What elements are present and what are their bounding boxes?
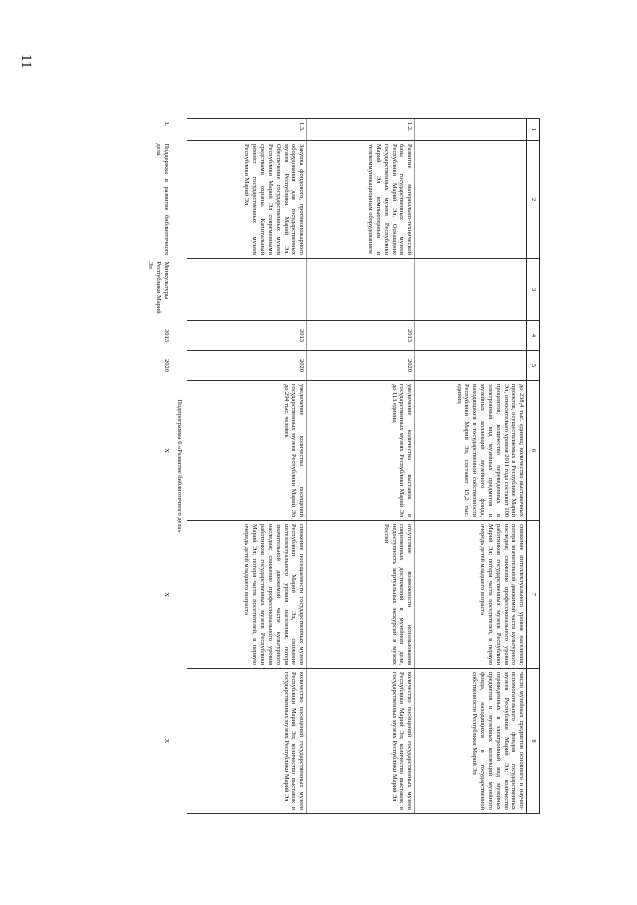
table-row (131, 119, 171, 814)
cell-start: 2013 (187, 321, 307, 351)
cell-end: 2020 (187, 351, 307, 381)
page-number: 11 (18, 54, 34, 69)
cell-executor: Минкультуры Республики Марий Эл (147, 261, 170, 314)
cell-expected-result: увеличение количества выставок в государственных музеях Республики Марий Эл до 113 единиц (307, 381, 415, 521)
cell-indicators: количество посещений государственных музеев Республики Марий Эл; количество выставок в государственных музеях Республики Марий Эл (307, 669, 415, 814)
table-row (187, 119, 307, 814)
cell-expected-result: увеличение количества посещений государственных музеев Республики Марий Эл до 294 тыс. человек (187, 381, 307, 521)
col-1-header: 1 (527, 119, 540, 141)
cell-start (415, 321, 527, 351)
cell-end: 2020 (307, 351, 415, 381)
cell-consequences: X (162, 592, 170, 597)
subprogram-row (171, 119, 187, 814)
cell-executor (415, 259, 527, 321)
cell-indicators: количество посещений государственных музеев Республики Марий Эл; количество выставок в государственных музеях Республики Марий Эл (187, 669, 307, 814)
header-row (527, 119, 540, 814)
cell-number (415, 119, 527, 141)
cell-indicators: число музейных предметов основного и научно-вспомогательного фондов государственных музеев Республики Марий Эл; количество переведенных в электронный вид музейных предметов и музейных коллекций музейного фонда, находящихся в государственной собственности Республики Марий Эл (415, 669, 527, 814)
cell-consequences: снижение интеллектуального уровня населения; потеря значительной движимой части культурного наследия; снижение профессионального уровня работников государственных музеев Республики Марий Эл; потеря части посетителей, в первую очередь детей младшего возраста (415, 521, 527, 669)
col-3-header: 3 (527, 259, 540, 321)
cell-activity: Закупка фондового, противопожарного оборудования для государственных музеев Республики Марий Эл. Обеспечение государственных музеев Республики Марий Эл современными средствами охраны. Капитальный ремонт государственных музеев Республики Марий Эл (187, 141, 307, 259)
cell-executor (187, 259, 307, 321)
cell-expected-result: до 238,4 тыс. единиц; количество выставочных проектов, осуществляемых в Республике Марий Эл, относительно уровня 2011 года составит 100 процентов; количество переведенных в электронный вид музейных предметов и музейных коллекций музейного фонда, находящихся в государственной собственности Республики Марий Эл, составит 15,2 тыс. единиц (415, 381, 527, 521)
cell-start: 2013 (307, 321, 415, 351)
cell-end (415, 351, 527, 381)
program-table (131, 118, 540, 814)
cell-activity: Развитие материально-технической базы государственных музеев Республики Марий Эл. Оснащение государственных музеев Республики Марий Эл компьютерным и телекоммуникационным оборудованием (307, 141, 415, 259)
table-row (415, 119, 527, 814)
rotated-table-container (110, 118, 540, 813)
cell-activity (415, 141, 527, 259)
col-6-header: 6 (527, 381, 540, 521)
cell-number: 1.3. (187, 119, 307, 141)
cell-number: 1. (162, 121, 170, 127)
cell-executor (307, 259, 415, 321)
cell-end: 2020 (162, 359, 170, 372)
cell-activity: Поддержка и развитие библиотечного дела (155, 143, 170, 256)
col-2-header: 2 (527, 141, 540, 259)
cell-consequences: отсутствие возможности использования современных достижений в музейном деле, недоступность виртуальных экскурсий в музеях России (307, 521, 415, 669)
col-8-header: 8 (527, 669, 540, 814)
cell-number: 1.2. (307, 119, 415, 141)
cell-consequences: снижение посещаемости государственных музеев Республики Марий Эл, снижение интеллектуального уровня населения; потеря значительной движимой части культурного наследия; снижение профессионального уровня работников государственных музеев Республики Марий Эл; потеря части посетителей, в первую очередь детей младшего возраста (187, 521, 307, 669)
col-4-header: 4 (527, 321, 540, 351)
col-7-header: 7 (527, 521, 540, 669)
subprogram-title: Подпрограмма 6 «Развитие библиотечного дела» (175, 399, 183, 533)
cell-expected-result: X (162, 448, 170, 453)
table-row (307, 119, 415, 814)
cell-start: 2013 (162, 329, 170, 342)
col-5-header: 5 (527, 351, 540, 381)
cell-indicators: X (162, 738, 170, 744)
